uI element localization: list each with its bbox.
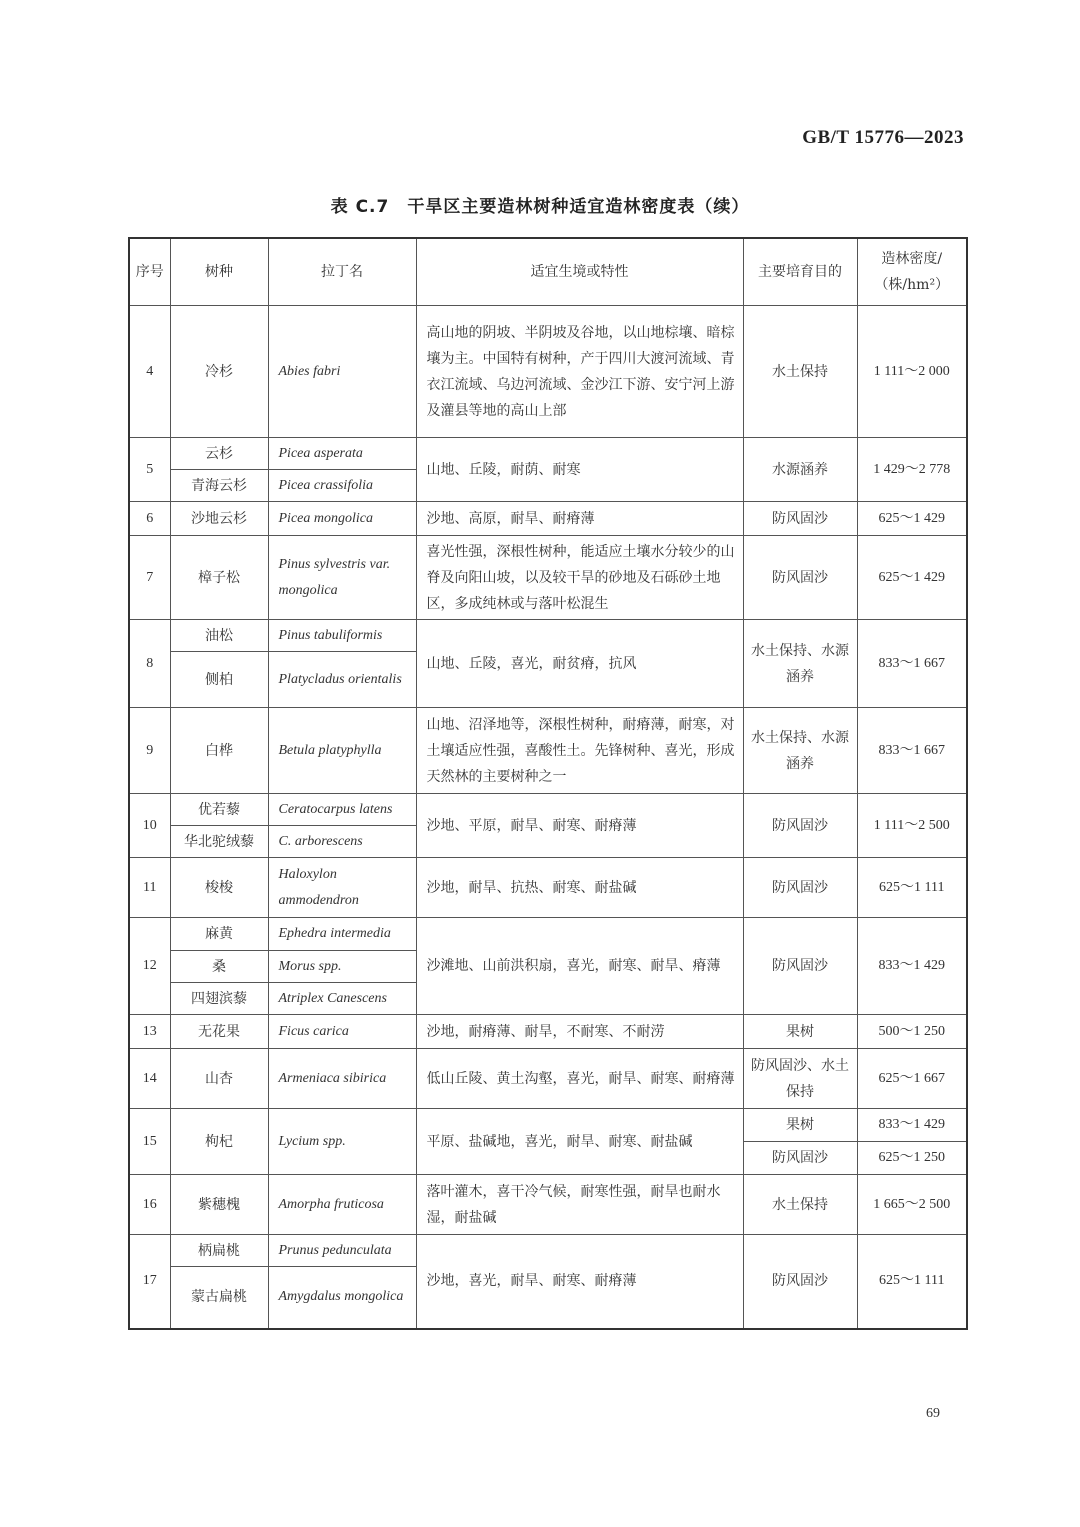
- table-row: [129, 1049, 967, 1109]
- row-no: 7: [129, 536, 170, 620]
- latin-name: Picea mongolica: [268, 502, 416, 536]
- standard-code: GB/T 15776—2023: [802, 127, 964, 148]
- row-no: 11: [129, 858, 170, 918]
- latin-name: Abies fabri: [268, 306, 416, 438]
- purpose: 防风固沙: [743, 1235, 857, 1329]
- page-number: 69: [926, 1406, 940, 1421]
- latin-name: Haloxylon ammodendron: [268, 858, 416, 918]
- density: 1 111～2 500: [857, 794, 967, 858]
- species: 优若藜: [170, 794, 268, 826]
- habitat: 山地、丘陵，耐荫、耐寒: [416, 438, 743, 502]
- table-title: 表 C.7 干旱区主要造林树种适宜造林密度表（续）: [330, 197, 750, 217]
- row-no: 17: [129, 1235, 170, 1329]
- header-density: 造林密度/（株/hm²）: [857, 238, 967, 306]
- habitat: 低山丘陵、黄土沟壑，喜光，耐旱、耐寒、耐瘠薄: [416, 1049, 743, 1109]
- row-no: 4: [129, 306, 170, 438]
- latin-name: Picea crassifolia: [268, 470, 416, 502]
- habitat: 平原、盐碱地，喜光，耐旱、耐寒、耐盐碱: [416, 1109, 743, 1175]
- purpose: 果树: [743, 1015, 857, 1049]
- header-latin: 拉丁名: [268, 238, 416, 306]
- habitat: 山地、沼泽地等，深根性树种，耐瘠薄，耐寒，对土壤适应性强，喜酸性土。先锋树种、喜光，形成天然林的主要树种之一: [416, 708, 743, 794]
- habitat: 落叶灌木，喜干冷气候，耐寒性强，耐旱也耐水湿，耐盐碱: [416, 1175, 743, 1235]
- species: 桑: [170, 951, 268, 983]
- density: 625～1 429: [857, 536, 967, 620]
- latin-name: Atriplex Canescens: [268, 983, 416, 1015]
- purpose: 防风固沙: [743, 858, 857, 918]
- latin-name: Ficus carica: [268, 1015, 416, 1049]
- species: 白桦: [170, 708, 268, 794]
- density: 833～1 429: [857, 1109, 967, 1142]
- row-no: 15: [129, 1109, 170, 1175]
- latin-name: Ceratocarpus latens: [268, 794, 416, 826]
- species: 华北驼绒藜: [170, 826, 268, 858]
- species: 樟子松: [170, 536, 268, 620]
- table-row: [129, 1175, 967, 1235]
- table-row: [129, 1109, 967, 1142]
- header-species: 树种: [170, 238, 268, 306]
- row-no: 8: [129, 620, 170, 708]
- habitat: 沙滩地、山前洪积扇，喜光，耐寒、耐旱、瘠薄: [416, 918, 743, 1015]
- purpose: 水土保持: [743, 1175, 857, 1235]
- habitat: 沙地、平原，耐旱、耐寒、耐瘠薄: [416, 794, 743, 858]
- habitat: 山地、丘陵，喜光，耐贫瘠，抗风: [416, 620, 743, 708]
- latin-name: Ephedra intermedia: [268, 918, 416, 951]
- purpose: 水土保持: [743, 306, 857, 438]
- purpose: 水土保持、水源涵养: [743, 620, 857, 708]
- species: 青海云杉: [170, 470, 268, 502]
- latin-name: C. arborescens: [268, 826, 416, 858]
- species: 侧柏: [170, 652, 268, 708]
- table-header-row: [129, 238, 967, 306]
- density: 625～1 111: [857, 858, 967, 918]
- latin-name: Betula platyphylla: [268, 708, 416, 794]
- species: 山杏: [170, 1049, 268, 1109]
- species: 沙地云杉: [170, 502, 268, 536]
- density: 625～1 667: [857, 1049, 967, 1109]
- latin-name: Lycium spp.: [268, 1109, 416, 1175]
- table-row: [129, 620, 967, 652]
- habitat: 沙地、高原，耐旱、耐瘠薄: [416, 502, 743, 536]
- density: 1 665～2 500: [857, 1175, 967, 1235]
- row-no: 5: [129, 438, 170, 502]
- density: 625～1 111: [857, 1235, 967, 1329]
- header-no: 序号: [129, 238, 170, 306]
- table-row: [129, 306, 967, 438]
- species: 梭梭: [170, 858, 268, 918]
- latin-name: Armeniaca sibirica: [268, 1049, 416, 1109]
- density-table: [128, 237, 968, 1330]
- latin-name: Amorpha fruticosa: [268, 1175, 416, 1235]
- table-row: [129, 502, 967, 536]
- table-row: [129, 1015, 967, 1049]
- latin-name: Platycladus orientalis: [268, 652, 416, 708]
- purpose: 防风固沙: [743, 918, 857, 1015]
- density: 833～1 667: [857, 620, 967, 708]
- species: 紫穗槐: [170, 1175, 268, 1235]
- density: 500～1 250: [857, 1015, 967, 1049]
- density: 625～1 250: [857, 1142, 967, 1175]
- row-no: 16: [129, 1175, 170, 1235]
- species: 无花果: [170, 1015, 268, 1049]
- density: 1 111～2 000: [857, 306, 967, 438]
- purpose: 防风固沙: [743, 794, 857, 858]
- density: 1 429～2 778: [857, 438, 967, 502]
- species: 四翅滨藜: [170, 983, 268, 1015]
- purpose: 防风固沙、水土保持: [743, 1049, 857, 1109]
- habitat: 沙地，喜光，耐旱、耐寒、耐瘠薄: [416, 1235, 743, 1329]
- species: 枸杞: [170, 1109, 268, 1175]
- habitat: 喜光性强，深根性树种，能适应土壤水分较少的山脊及向阳山坡，以及较干旱的砂地及石砾砂土地区，多成纯林或与落叶松混生: [416, 536, 743, 620]
- density: 833～1 429: [857, 918, 967, 1015]
- latin-name: Picea asperata: [268, 438, 416, 470]
- latin-name: Pinus sylvestris var. mongolica: [268, 536, 416, 620]
- table-row: [129, 918, 967, 951]
- latin-name: Amygdalus mongolica: [268, 1267, 416, 1329]
- row-no: 6: [129, 502, 170, 536]
- species: 油松: [170, 620, 268, 652]
- table-row: [129, 794, 967, 826]
- header-habitat: 适宜生境或特性: [416, 238, 743, 306]
- table-row: [129, 536, 967, 620]
- row-no: 13: [129, 1015, 170, 1049]
- row-no: 12: [129, 918, 170, 1015]
- header-purpose: 主要培育目的: [743, 238, 857, 306]
- density: 833～1 667: [857, 708, 967, 794]
- habitat: 沙地，耐瘠薄、耐旱，不耐寒、不耐涝: [416, 1015, 743, 1049]
- row-no: 9: [129, 708, 170, 794]
- habitat: 沙地，耐旱、抗热、耐寒、耐盐碱: [416, 858, 743, 918]
- species: 柄扁桃: [170, 1235, 268, 1267]
- row-no: 14: [129, 1049, 170, 1109]
- purpose: 水土保持、水源涵养: [743, 708, 857, 794]
- purpose: 防风固沙: [743, 1142, 857, 1175]
- table-row: [129, 438, 967, 470]
- purpose: 果树: [743, 1109, 857, 1142]
- latin-name: Pinus tabuliformis: [268, 620, 416, 652]
- purpose: 水源涵养: [743, 438, 857, 502]
- latin-name: Prunus pedunculata: [268, 1235, 416, 1267]
- purpose: 防风固沙: [743, 502, 857, 536]
- habitat: 高山地的阴坡、半阴坡及谷地，以山地棕壤、暗棕壤为主。中国特有树种，产于四川大渡河流域、青衣江流域、乌边河流域、金沙江下游、安宁河上游及灌县等地的高山上部: [416, 306, 743, 438]
- species: 云杉: [170, 438, 268, 470]
- species: 麻黄: [170, 918, 268, 951]
- purpose: 防风固沙: [743, 536, 857, 620]
- latin-name: Morus spp.: [268, 951, 416, 983]
- table-row: [129, 708, 967, 794]
- row-no: 10: [129, 794, 170, 858]
- density: 625～1 429: [857, 502, 967, 536]
- table-row: [129, 1235, 967, 1267]
- species: 冷杉: [170, 306, 268, 438]
- table-row: [129, 858, 967, 918]
- species: 蒙古扁桃: [170, 1267, 268, 1329]
